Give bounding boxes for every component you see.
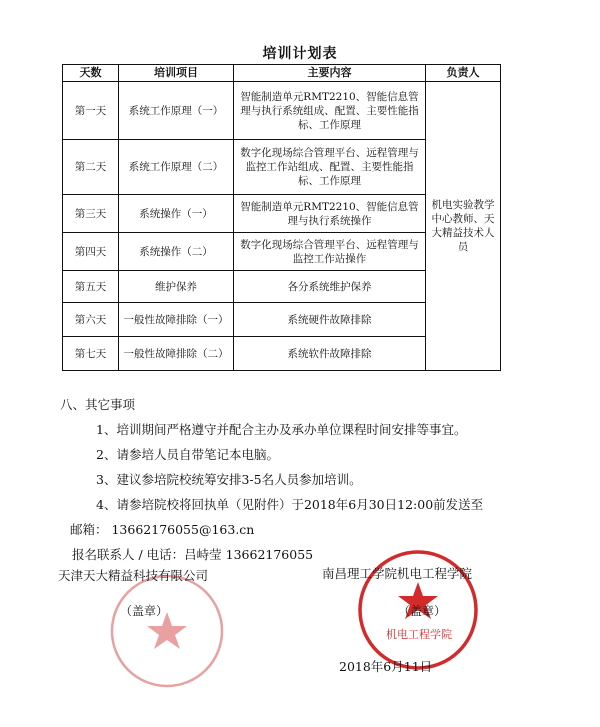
left-company-stamp [108, 572, 226, 690]
content-cell: 数字化现场综合管理平台、远程管理与监控工作站组成、配置、主要性能指标、工作原理 [234, 140, 426, 195]
day-cell: 第六天 [63, 303, 119, 337]
item-cell: 系统工作原理（二） [119, 140, 234, 195]
left-organization: 天津天大精益科技有限公司 [58, 568, 209, 583]
content-cell: 系统软件故障排除 [234, 337, 426, 371]
other-notes [60, 392, 580, 567]
content-cell: 智能制造单元RMT2210、智能信息管理与执行系统操作 [234, 195, 426, 233]
item-cell: 系统操作（一） [119, 195, 234, 233]
day-cell: 第二天 [63, 140, 119, 195]
content-cell: 系统硬件故障排除 [234, 303, 426, 337]
day-cell: 第五天 [63, 271, 119, 303]
content-cell: 各分系统维护保养 [234, 271, 426, 303]
training-plan-table [62, 64, 501, 371]
contact-line: 报名联系人 / 电话：吕峙莹 13662176055 [72, 547, 314, 562]
header-responsible: 负责人 [426, 65, 501, 82]
header-content: 主要内容 [234, 65, 426, 82]
note-item: 4、请参培院校将回执单（见附件）于2018年6月30日12:00前发送至 [96, 497, 484, 512]
day-cell: 第三天 [63, 195, 119, 233]
email-line: 邮箱： 13662176055@163.cn [70, 522, 255, 537]
item-cell: 系统工作原理（一） [119, 82, 234, 140]
notes-heading: 八、其它事项 [60, 397, 136, 412]
header-day: 天数 [63, 65, 119, 82]
content-cell: 数字化现场综合管理平台、远程管理与监控工作站操作 [234, 233, 426, 271]
item-cell: 维护保养 [119, 271, 234, 303]
right-organization: 南昌理工学院机电工程学院 [322, 566, 473, 581]
stamp-inscription: 机电工程学院 [386, 628, 452, 641]
content-cell: 智能制造单元RMT2210、智能信息管理与执行系统组成、配置、主要性能指标、工作原理 [234, 82, 426, 140]
left-seal-label: （盖章） [120, 604, 169, 618]
item-cell: 一般性故障排除（二） [119, 337, 234, 371]
item-cell: 系统操作（二） [119, 233, 234, 271]
document-title: 培训计划表 [262, 46, 338, 62]
responsible-cell: 机电实验教学中心教师、天大精益技术人员 [426, 82, 501, 371]
day-cell: 第四天 [63, 233, 119, 271]
header-item: 培训项目 [119, 65, 234, 82]
right-seal-label: （盖章） [398, 604, 447, 618]
note-item: 1、培训期间严格遵守并配合主办及承办单位课程时间安排等事宜。 [96, 422, 467, 437]
note-item: 3、建议参培院校统筹安排3-5名人员参加培训。 [96, 472, 362, 487]
signature-date: 2018年6月11日 [339, 659, 433, 674]
day-cell: 第七天 [63, 337, 119, 371]
item-cell: 一般性故障排除（一） [119, 303, 234, 337]
table-header-row [63, 65, 501, 82]
table-row [63, 82, 501, 140]
note-item: 2、请参培人员自带笔记本电脑。 [96, 447, 279, 462]
day-cell: 第一天 [63, 82, 119, 140]
